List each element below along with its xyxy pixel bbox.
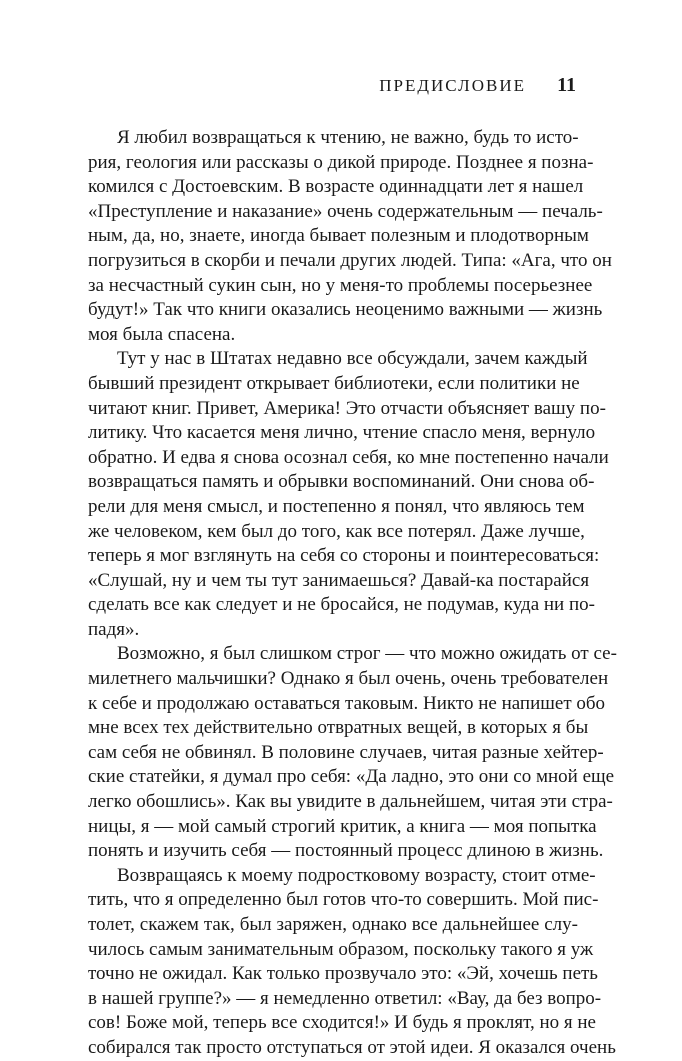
page-number: 11 xyxy=(557,74,576,96)
text-line: же человеком, кем был до того, как все потерял. Даже лучше, xyxy=(88,520,585,542)
text-line: понять и изучить себя — постоянный процесс длиною в жизнь. xyxy=(88,840,604,862)
text-line: к себе и продолжаю оставаться таковым. Никто не напишет обо xyxy=(88,692,606,714)
chapter-title: ПРЕДИСЛОВИЕ xyxy=(379,76,526,95)
text-line: рия, геология или рассказы о дикой природе. Позднее я позна- xyxy=(88,151,594,173)
text-line: теперь я мог взглянуть на себя со стороны и поинтересоваться: xyxy=(88,545,600,567)
text-line: комился с Достоевским. В возрасте одиннадцати лет я нашел xyxy=(88,176,584,198)
text-line: мне всех тех действительно отвратных вещей, в которых я бы xyxy=(88,717,589,739)
text-line: чилось самым занимательным образом, поскольку такого я уж xyxy=(88,938,594,960)
text-line: погрузиться в скорби и печали других людей. Типа: «Ага, что он xyxy=(88,249,612,271)
text-line: толет, скажем так, был заряжен, однако все дальнейшее слу- xyxy=(88,914,578,935)
text-line: точно не ожидал. Как только прозвучало это: «Эй, хочешь петь xyxy=(88,963,598,985)
text-line: сов! Боже мой, теперь все сходится!» И будь я проклят, но я не xyxy=(88,1012,596,1034)
text-line: «Слушай, ну и чем ты тут занимаешься? Давай-ка постарайся xyxy=(88,569,590,591)
running-header xyxy=(90,74,576,100)
text-line: рели для меня смысл, и постепенно я понял, что являюсь тем xyxy=(88,495,585,517)
text-line: ницы, я — мой самый строгий критик, а книга — моя попытка xyxy=(88,815,597,837)
text-line: тить, что я определенно был готов что-то совершить. Мой пис- xyxy=(88,889,599,911)
text-line: сам себя не обвинял. В половине случаев, читая разные хейтер- xyxy=(88,741,604,763)
text-line: сделать все как следует и не бросайся, не подумав, куда ни по- xyxy=(88,594,595,616)
text-line: в нашей группе?» — я немедленно ответил: «Вау, да без вопро- xyxy=(88,987,602,1009)
text-line: читают книг. Привет, Америка! Это отчасти объясняет вашу по- xyxy=(88,397,606,419)
text-line: Я любил возвращаться к чтению, не важно, будь то исто- xyxy=(117,127,579,148)
text-line: бывший президент открывает библиотеки, если политики не xyxy=(88,372,580,394)
text-line: литику. Что касается меня лично, чтение спасло меня, вернуло xyxy=(88,422,596,444)
text-line: падя». xyxy=(88,618,140,640)
text-line: обратно. И едва я снова осознал себя, ко мне постепенно начали xyxy=(88,446,609,468)
body-text xyxy=(88,126,617,1061)
text-line: легко обошлись». Как вы увидите в дальнейшем, читая эти стра- xyxy=(88,791,613,813)
text-line: «Преступление и наказание» очень содержательным — печаль- xyxy=(88,200,603,222)
text-line: милетнего мальчишки? Однако я был очень, очень требователен xyxy=(88,668,609,690)
text-line: собирался так просто отступаться от этой идеи. Я оказался очень xyxy=(88,1036,616,1058)
text-line: Тут у нас в Штатах недавно все обсуждали, зачем каждый xyxy=(117,348,588,370)
text-line: за несчастный сукин сын, но у меня-то проблемы посерьезнее xyxy=(88,274,593,296)
text-line: ным, да, но, знаете, иногда бывает полезным и плодотворным xyxy=(88,225,589,247)
text-line: возвращаться память и обрывки воспоминаний. Они снова об- xyxy=(88,471,595,493)
text-line: Возвращаясь к моему подростковому возрасту, стоит отме- xyxy=(117,864,596,886)
text-line: моя была спасена. xyxy=(88,323,236,345)
text-line: ские статейки, я думал про себя: «Да ладно, это они со мной еще xyxy=(88,766,615,788)
text-line: Возможно, я был слишком строг — что можно ожидать от се- xyxy=(117,643,617,665)
text-line: будут!» Так что книги оказались неоценимо важными — жизнь xyxy=(88,299,603,321)
